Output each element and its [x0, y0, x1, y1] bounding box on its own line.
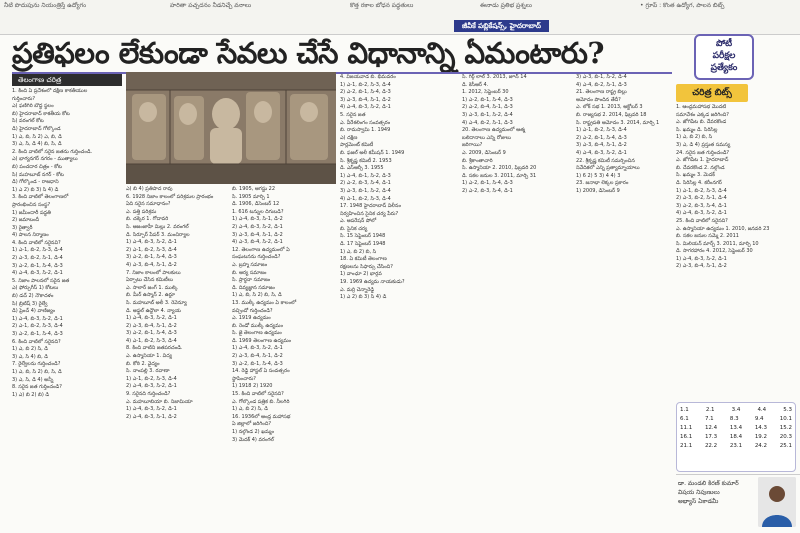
text-line: సి. మిలియన్ మార్చ్ 3. 2011, మార్చి 10 [676, 240, 759, 247]
answer-key-cell: 14.3 [754, 425, 768, 431]
text-line: 13. ముల్కీ ఉద్యమం ఏ కాలంలో [232, 299, 297, 306]
text-line: పార్లమెంట్ కమిటీ [340, 142, 374, 149]
answer-key-cell: 20.3 [779, 434, 792, 440]
text-line: 4) ఎ-3, బి-4, సి-1, డి-2 [126, 261, 177, 268]
text-line: 25. కింది వాటిలో సరైనది? [676, 217, 728, 224]
answer-key-cell: 9.4 [754, 416, 764, 422]
text-line: 2) ఎ-2, బి-1, సి-4, డి-3 [576, 134, 627, 141]
text-line: 2) ఎ-2, బి-3, సి-4, డి-1 [462, 187, 513, 194]
answer-key-cell: 12.4 [704, 425, 718, 431]
text-line: 3) ఎ-3, బి-4, సి-1, డి-2 [576, 142, 627, 149]
text-line: బి) హైదరాబాద్ కాకతీయ కోట [12, 110, 70, 117]
text-line: 3) ఎ, సి, డి 4) బి, సి, డి [12, 141, 62, 148]
text-line: 1) ఎ-4, బి-3, సి-2, డి-1 [232, 345, 283, 352]
text-line: సి. గిర్గ్ లాల్ 3. 2013, జూన్ 14 [462, 74, 527, 80]
text-line: సి. శ్రీకృష్ణ కమిటీ 2. 1953 [340, 157, 392, 164]
text-line: 1) ఎ 2) బి 3) సి 4) డి [12, 186, 59, 193]
text-line: 3) రైత్వారీ [12, 224, 33, 231]
text-line: 1) ఎ-1, బి-2, సి-3, డి-4 [576, 127, 627, 134]
text-line: 1) 6 2) 5 3) 4 4) 3 [576, 172, 621, 179]
text-line: 2. కింది వాటిలో సరైన జతను గుర్తించండి. [12, 148, 93, 155]
text-line: 1) 1918 2) 1920 [232, 383, 273, 390]
text-line: సి. ఉస్మానియా 2. 2010, ఫిబ్రవరి 20 [462, 165, 537, 172]
text-line: ఎ. జోగిపేట 1. హైదరాబాద్ [676, 157, 729, 164]
text-line: బి. మీర్ ఉస్మాన్ 2. ఉర్దూ [126, 292, 176, 299]
text-line: బి. రాజ్యసభ 2. 2014, ఫిబ్రవరి 18 [576, 111, 647, 118]
text-line: 3) ఎ-2, బి-1, సి-4, డి-3 [232, 360, 283, 367]
text-line: 18. ఏ కమిటీ తెలంగాణ [340, 256, 387, 263]
text-line: 3) ఎ, సి, డి 4) అన్నీ [12, 376, 54, 383]
text-line: బి. కోఠి 2. వైద్యం [126, 360, 160, 367]
text-line: 1) ఎ-1, బి-2, సి-3, డి-4 [676, 187, 727, 194]
top-strip-col5: • గ్రూప్ : కొంత ఉద్యోగ, పాలన బిట్స్ [640, 2, 725, 9]
text-line: 2) ఎ-1, బి-2, సి-3, డి-4 [126, 246, 177, 253]
text-line: 4) ఎ-4, బి-3, సి-2, డి-1 [340, 104, 391, 111]
text-line: బలిదానాలు ఎన్ని రోజులు [462, 134, 512, 141]
answer-key-cell: 25.1 [779, 443, 792, 449]
text-line: డి. ఎస్ఆర్సీ 3. 1955 [340, 165, 384, 172]
text-line: సంఘటనను గుర్తించండి? [232, 254, 281, 261]
text-line: 14. రెడ్డి హాస్టల్ ఏ సంవత్సరం [232, 368, 290, 375]
column-5b [576, 74, 672, 532]
text-line: 8. కింది వాటిని జతపరచండి. [126, 345, 183, 352]
column-3 [232, 186, 336, 532]
text-line: సి. 1905 మార్చి 1 [232, 193, 270, 200]
text-line: ఎ. పత్తి పరిశ్రమ [126, 208, 157, 215]
text-line: డి. సాగరహారం 4. 2012, సెప్టెంబర్ 30 [676, 248, 753, 255]
text-line: బి. దేవరకొండ 2. నల్గొండ [676, 164, 725, 171]
text-line: 22. శ్రీకృష్ణ కమిటీ సమర్పించిన [576, 157, 635, 164]
text-line: జరిగాయి? [462, 142, 483, 149]
answer-key-cell: 19.2 [754, 434, 768, 440]
text-line: సి) మహబూబ్ నగర్ - కోట [12, 171, 64, 178]
answer-key-cell: 5.3 [783, 407, 792, 413]
text-line: ప్రారంభించిన సంస్థ? [12, 201, 51, 208]
top-strip-col1: నీటి పొదుపును నియంత్రిస్తే ఉద్యోగం [4, 2, 87, 9]
text-line: ఎ. సాలార్ జంగ్ 1. ముల్కి [126, 284, 178, 291]
text-line: 2) ఎ-2, బి-3, సి-4, డి-1 [340, 180, 391, 187]
text-line: సి. ఆజంజాహీ మిల్లు 2. వరంగల్ [126, 223, 189, 230]
text-line: ఎ) భాగ్యనగర్ నగరం - ముత్యాలు [12, 156, 78, 163]
text-line: 3) ఎ-2, బి-1, సి-4, డి-3 [12, 262, 63, 269]
text-line: 3) ఎ-3, బి-4, సి-1, డి-2 [232, 231, 283, 238]
text-line: 1) ఎ 2) బి 3) సి 4) డి [340, 294, 387, 301]
text-line: 1) ఎ, బి, సి 2) బి, సి, డి [232, 292, 282, 299]
text-line: ఎ. వీరేశలింగం సంవత్సరం [340, 119, 391, 126]
top-strip-col3: కొత్త రకాల బోధన పద్ధతులు [350, 2, 414, 9]
text-line: బి. శ్రీకాంతాచారి [462, 157, 493, 164]
text-line: 2) ఎ-4, బి-3, సి-2, డి-1 [232, 223, 283, 230]
publisher-box: జీవీకే పబ్లికేషన్స్, హైదరాబాద్ [454, 20, 549, 32]
text-line: సి. 15 సెప్టెంబర్ 1948 [340, 233, 386, 240]
text-line: 23. జనాభా లెక్కల ప్రకారం [576, 180, 629, 187]
text-line: 1) ఎ-1, బి-2, సి-3, డి-4 [340, 81, 391, 88]
section-tag-telangana-history: తెలంగాణ చరిత్ర [12, 74, 122, 86]
text-line: బి. రెండో ముల్కీ ఉద్యమం [232, 322, 283, 329]
answer-key-cell: 10.1 [779, 416, 792, 422]
text-line: ఎ. మహబూబియా బి. నిజామియా [126, 398, 193, 405]
answer-key-cell: 18.4 [729, 434, 743, 440]
badge-line3: ప్రత్యేకం [710, 63, 738, 73]
text-line: సి. ఖమ్మం డి. సిరిసిల్ల [676, 126, 718, 133]
text-line: 3) ఎ-2, బి-1, సి-4, డి-3 [12, 331, 63, 337]
text-line: బి. ఫజల్ అలీ కమీషన్ 1. 1949 [340, 149, 405, 156]
text-line: 3) ఎ-2, బి-1, సి-4, డి-3 [126, 254, 177, 261]
column-4 [340, 74, 458, 532]
text-line: 4) పాలన నిర్మాణం [12, 232, 49, 239]
text-line: సి. నాంపల్లి 3. రవాణా [126, 368, 170, 375]
text-line: నివేదికలో ఎన్ని ప్రత్యామ్నాయాలు [576, 165, 640, 172]
text-line: 3) ఎ-2, బి-1, సి-4, డి-3 [126, 330, 177, 337]
text-line: డి. సిర్పూర్ పేపర్ 3. మంచిర్యాల [126, 231, 190, 238]
answer-key-row [680, 433, 792, 442]
text-line: 1) ఎ-4, బి-3, సి-1, డి-2 [232, 216, 283, 223]
author-box [676, 474, 800, 531]
text-line: సి. ఖమ్మం 3. మెదక్ [676, 172, 715, 179]
text-line: 4. కింది వాటిలో సరైనవి? [12, 239, 61, 246]
text-line: సి. మహబూబ్ అలీ 3. రెవెన్యూ [126, 299, 187, 306]
text-line: 4) ఎ-3, బి-4, సి-2, డి-1 [232, 239, 283, 246]
text-line: 1) ఎ-4, బి-3, సి-2, డి-1 [126, 239, 177, 246]
text-line: 2) ఎ-2, బి-1, సి-4, డి-3 [340, 89, 391, 96]
text-line: 2) జమాబందీ [12, 217, 40, 224]
text-line: 1) ఎ-4, బి-3, సి-2, డి-1 [126, 315, 177, 322]
text-line: ఎ. 1919 ఉద్యమం [232, 315, 271, 322]
answer-key-cell: 24.2 [754, 443, 768, 449]
page-title: ప్రతిఫలం లేకుండా సేవలు చేసే విధానాన్ని ఏమంటారు? [12, 36, 604, 70]
answer-key-cell: 6.1 [680, 416, 689, 422]
section-tag-history-bits: చరిత్ర బిట్స్ [676, 84, 748, 102]
answer-key-row [680, 424, 792, 433]
text-line: 1) ఎ-2, బి-1, సి-4, డి-3 [462, 96, 513, 103]
column-5 [462, 74, 572, 532]
text-line: 6. కింది వాటిలో సరైనది? [12, 338, 61, 345]
text-line: 6. 1928 నిజాం కాలంలో పరిశ్రమల ప్రారంభం [126, 193, 214, 200]
text-line: 1) ఎ, బి, సి 2) ఎ, బి, డి [12, 133, 62, 140]
answer-key-cell: 4.4 [757, 407, 767, 413]
text-line: 1) ఎ-2, బి-1, సి-4, డి-3 [462, 180, 513, 187]
text-line: సి) వరంగల్ కోట [12, 118, 44, 125]
text-line: 4) ఎ-1, బి-2, సి-3, డి-4 [340, 195, 391, 202]
text-line: ఏ జిల్లాలో జరిగింది? [232, 421, 272, 428]
text-line: 3) ఎ-2, బి-3, సి-4, డి-1 [676, 202, 727, 209]
text-line: 20. తెలంగాణ ఉద్యమంలో ఆత్మ [462, 127, 526, 134]
text-line: సి) బ్రిటిష్ 3) రైల్వే [12, 300, 48, 307]
top-strip-col2: హరితా పచ్చదనం నీడనిచ్చే వనాలు [170, 2, 252, 9]
text-line: 1) ఎ) బి 2) బి) డి [12, 391, 50, 398]
text-line: ఎ) బి 4) ప్రతిపాద రావు [126, 186, 173, 192]
text-line: డి. 17 సెప్టెంబర్ 1948 [340, 241, 386, 248]
answer-key-row [680, 415, 792, 424]
text-line: ఎ) దక్షిణ [340, 134, 358, 141]
top-strip-col4: ఈనాడు ప్రతిభ ప్రశ్నలు [480, 2, 532, 9]
text-line: 1) ఎ, బి 2) బి, సి [676, 134, 713, 141]
answer-key-cell: 1.1 [680, 407, 689, 413]
answer-key-cell: 11.1 [680, 425, 693, 431]
text-line: డి. సకల జనుల 3. 2011, మార్చి 31 [462, 172, 537, 179]
text-line: 2) ఎ-1, బి-2, సి-3, డి-4 [12, 323, 63, 330]
text-line: సి. జై తెలంగాణ ఉద్యమం [232, 330, 282, 337]
text-line: బి. చక్కెర 1. గోదావరి [126, 216, 169, 223]
text-line: డి) ఫ్రెంచ్ 4) వాణిజ్యం [12, 308, 56, 315]
text-line: ఎ) ఫోర్చుగీస్ 1) కోటలు [12, 285, 59, 292]
answer-key-cell: 21.1 [680, 443, 693, 449]
text-line: 16. 1936లో ఆంధ్ర మహాసభ [232, 413, 291, 420]
answer-key-cell: 17.3 [704, 434, 718, 440]
text-line: 5. సరైన జత [340, 111, 366, 118]
text-line: డి. 1969 తెలంగాణ ఉద్యమం [232, 337, 292, 344]
text-line: 12. తెలంగాణ ఉద్యమంలో ఏ [232, 246, 290, 253]
text-line: వచ్చిందో గుర్తించండి? [232, 307, 273, 314]
answer-key-cell: 23.1 [729, 443, 743, 449]
text-line: 3. కింది వాటిలో తెలంగాణలో [12, 194, 69, 201]
text-line: 17. 1948 హైదరాబాద్ విలీనం [340, 203, 401, 210]
text-line: 1) జమీందారీ పద్ధతి [12, 209, 51, 216]
text-line: గుర్తించారు? [12, 95, 36, 102]
temple-photo [126, 72, 336, 184]
text-line: 9. సరైనది గుర్తించండి? [126, 391, 171, 398]
person-icon [758, 477, 796, 527]
text-line: బి. రామస్వామి 1. 1949 [340, 127, 391, 134]
author-line1: డా. మండలి కిరణ్ కుమార్ [678, 480, 739, 487]
text-line: డి. అఫ్జల్ ఉద్దౌలా 4. న్యాయ [126, 307, 181, 314]
text-line: 3) ఎ-3, బి-1, సి-2, డి-4 [576, 74, 627, 80]
answer-key-cell: 8.3 [729, 416, 739, 422]
text-line: డి. 1906, డిసెంబర్ 12 [232, 201, 280, 208]
answer-key-row [680, 406, 792, 415]
text-line: స్థాపించారు? [232, 375, 256, 382]
text-line: బి. ఆర్య సమాజం [232, 269, 267, 276]
text-line: 1. 2012, సెప్టెంబర్ 30 [462, 89, 509, 96]
answer-key-cell: 7.1 [704, 416, 714, 422]
text-line: 1) ఎ, బి 2) సి, డి [12, 346, 49, 353]
text-line: 2) ఎ-3, బి-4, సి-1, డి-2 [232, 353, 283, 360]
text-line: 2) ఎ-3, బి-2, సి-1, డి-4 [676, 195, 727, 202]
text-line: డి) గోల్కొండ - రాజధాని [12, 179, 59, 186]
text-line: 4) ఎ-4, బి-2, సి-1, డి-3 [462, 119, 513, 126]
competitive-exam-badge [694, 34, 754, 80]
text-line: ఎ. జోగిపేట బి. దేవరకొండ [676, 119, 727, 126]
text-line: 2) ఎ-3, బి-4, సి-1, డి-2 [676, 263, 727, 270]
author-line2: విషయ నిపుణులు [678, 489, 720, 496]
text-line: ఎ. ఉస్మానియా 1. విద్య [126, 353, 172, 360]
text-line: 2) ఎ-4, బి-3, సి-1, డి-2 [126, 413, 177, 420]
text-line: బి) డచ్ 2) నౌకాదళం [12, 293, 54, 300]
text-line: సమావేశం ఎక్కడ జరిగింది? [676, 111, 729, 118]
text-line: ఎ) ఫణిగిరి బౌద్ధ స్థలం [12, 103, 54, 110]
text-line: డి. కెసీఆర్ 4. [462, 81, 489, 88]
text-line: డి. దివ్యజ్ఞాన సమాజం [232, 284, 275, 291]
text-line: సి. రాష్ట్రపతి ఆమోదం 3. 2014, మార్చి 1 [576, 119, 660, 126]
column-6 [676, 104, 798, 400]
text-line: 1) నల్గొండ 2) ఖమ్మం [232, 429, 274, 435]
text-line: 4) ఎ-4, బి-3, సి-2, డి-1 [576, 149, 627, 156]
text-line: ఎ. మర్రి చెన్నారెడ్డి [340, 286, 375, 293]
text-line: 3) మెదక్ 4) వరంగల్ [232, 436, 274, 443]
text-line: 4) ఎ-4, బి-3, సి-2, డి-1 [676, 210, 727, 217]
text-line: 21. తెలంగాణ రాష్ట్ర బిల్లు [576, 89, 627, 96]
text-line: ఎ. గోల్కొండ పత్రిక బి. నీలగిరి [232, 398, 290, 405]
answer-key-cell: 13.4 [729, 425, 743, 431]
answer-key-row [680, 442, 792, 451]
text-line: డి) హైదరాబాద్ గోల్కొండ [12, 125, 61, 132]
text-line: ఎ. బ్రహ్మ సమాజం [232, 261, 268, 268]
text-line: 1) ఎ-1, బి-2, సి-3, డి-4 [12, 247, 63, 254]
text-line: ఎ. ఉస్మానియా ఉద్యమం 1. 2010, జనవరి 23 [676, 225, 770, 232]
text-line: 3) ఎ, సి 4) బి, డి [12, 353, 49, 360]
text-line: 4) ఎ-1, బి-2, సి-3, డి-4 [126, 337, 177, 344]
text-line: 1. 616 టన్నుల దిగుబడి? [232, 208, 284, 215]
badge-line1: పోటీ [715, 39, 733, 49]
top-strip [0, 0, 800, 35]
text-line: 1. ఆంధ్రమహాసభ మొదటి [676, 104, 727, 110]
answer-key-cell: 15.2 [779, 425, 792, 431]
text-line: 2) ఎ-3, బి-4, సి-1, డి-2 [126, 322, 177, 329]
text-line: 8. సరైన జత గుర్తించండి? [12, 384, 62, 391]
text-line: ఎ. లోక్ సభ 1. 2013, అక్టోబర్ 3 [576, 104, 643, 111]
text-line: 1) ఎ-4, బి-1, సి-2, డి-3 [340, 172, 391, 179]
text-line: 15. కింది వాటిలో సరైనది? [232, 391, 284, 398]
text-line: 3) ఎ-3, బి-4, సి-1, డి-2 [340, 96, 391, 103]
text-line: ఎ. 2009, డిసెంబర్ 9 [462, 149, 506, 156]
text-line: 5. నిజాం పాలనలో సరైన జత [12, 277, 70, 284]
text-line: నిర్వహించిన సైనిక చర్య పేరు? [340, 210, 399, 217]
text-line: 4) ఎ-4, బి-2, సి-1, డి-3 [576, 81, 627, 88]
text-line: 1) ఎ, బి, సి 2) బి, సి, డి [12, 368, 62, 375]
text-line: ఆమోదం పొందిన తేదీ? [576, 96, 621, 103]
column-2 [126, 186, 228, 532]
text-line: 2) ఎ-4, బి-3, సి-2, డి-1 [126, 383, 177, 390]
column-1 [12, 88, 124, 532]
text-line: 3) ఎ-3, బి-1, సి-2, డి-4 [340, 187, 391, 194]
answer-key-cell: 3.4 [731, 407, 741, 413]
text-line: 4. విజయవాడ బి. భీమవరం [340, 74, 396, 80]
text-line: 1) 2009, డిసెంబర్ 9 [576, 187, 620, 194]
text-line: 3) ఎ, డి 4) ప్రస్తుత సమస్య [676, 141, 731, 148]
answer-key-cell: 22.2 [704, 443, 718, 449]
text-line: 1) ఎ-4, బి-3, సి-2, డి-1 [126, 406, 177, 413]
text-line: బి) పంచదార చిత్రం - కోట [12, 163, 62, 170]
text-line: 1) వాంఛూ 2) భార్గవ [340, 271, 382, 278]
badge-line2: పరీక్షల [712, 51, 736, 61]
author-avatar [758, 477, 796, 527]
text-line: ఏది సరైన సమాధానం? [126, 201, 171, 208]
text-line: 1) ఎ-4, బి-3, సి-2, డి-1 [676, 255, 727, 262]
text-line: 1) ఎ, బి 2) బి, సి [340, 248, 377, 255]
text-line: ఏర్పాటు చేసిన కమిటీలు [126, 277, 173, 284]
text-line: 24. సరైన జత గుర్తించండి? [676, 149, 730, 156]
answer-key-table [676, 402, 796, 472]
text-line: 2) ఎ-3, బి-2, సి-1, డి-4 [12, 255, 63, 262]
text-line: 1. కింది ఏ ప్రదేశంలో దక్షిణ కాకతీయుల [12, 88, 88, 94]
text-line: ఎ. ఆపరేషన్ పోలో [340, 218, 377, 225]
text-line: 7. నిజాం కాలంలో పాలకులు [126, 269, 181, 276]
author-line3: అభ్యాస్ ఏకాడమీ [678, 498, 719, 505]
text-line: డి. సిరిసిల్ల 4. కరీంనగర్ [676, 179, 722, 186]
text-line: 4) ఎ-4, బి-3, సి-2, డి-1 [12, 270, 63, 277]
answer-key-cell: 2.1 [705, 407, 715, 413]
text-line: 1) ఎ, బి 2) సి, డి [232, 406, 269, 413]
text-line: 3) ఎ-3, బి-1, సి-2, డి-4 [462, 111, 513, 118]
text-line: 7. రైల్వేలను గుర్తించండి? [12, 361, 61, 368]
text-line: రక్షణలను సిఫార్సు చేసింది? [340, 263, 393, 270]
text-line: బి. సైనిక చర్య [340, 225, 368, 232]
text-line: బి. 1905, ఆగస్టు 22 [232, 186, 276, 192]
text-line: 19. 1969 ఉద్యమ నాయకుడు? [340, 279, 405, 286]
text-line: 1) ఎ-4, బి-3, సి-2, డి-1 [12, 315, 63, 322]
answer-key-cell: 16.1 [680, 434, 693, 440]
text-line: 2) ఎ-2, బి-4, సి-1, డి-3 [462, 104, 513, 111]
text-line: 1) ఎ-1, బి-2, సి-3, డి-4 [126, 375, 177, 382]
author-name [678, 479, 756, 506]
temple-carving-image [126, 72, 336, 184]
text-line: సి. ప్రార్థనా సమాజం [232, 277, 271, 284]
text-line: బి. సకల జనుల సమ్మె 2. 2011 [676, 233, 739, 240]
